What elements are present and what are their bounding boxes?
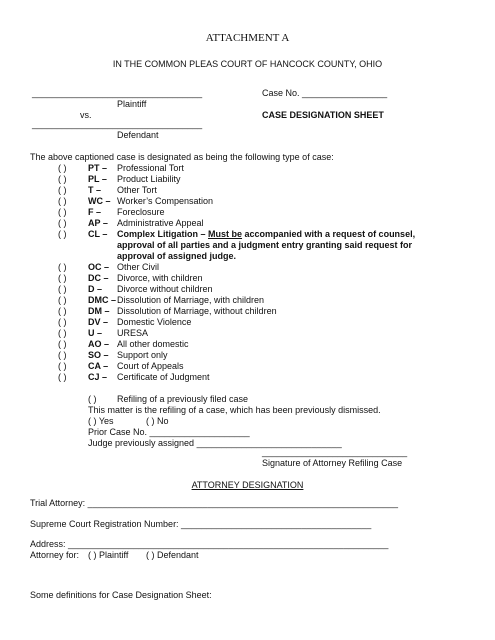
case-code: U – [88,328,103,338]
attorney-for-label: Attorney for: [30,550,80,560]
registration-number-field: Supreme Court Registration Number: ______________________________________ [30,519,372,529]
checkbox: ( ) [58,306,67,316]
case-desc: Domestic Violence [117,317,192,327]
case-desc: Support only [117,350,168,360]
case-desc: Court of Appeals [117,361,184,371]
signature-line: _____________________________ [262,447,408,457]
prior-case-field: Prior Case No. ____________________ [88,427,250,437]
checkbox: ( ) [58,174,67,184]
case-desc: Dissolution of Marriage, with children [117,295,265,305]
checkbox: ( ) [58,284,67,294]
refiling-no-option: ( ) No [146,416,169,426]
case-number-field: Case No. _________________ [262,88,388,98]
refiling-checkbox: ( ) [88,394,97,404]
refiling-yes-option: ( ) Yes [88,416,114,426]
checkbox: ( ) [58,350,67,360]
definitions-heading: Some definitions for Case Designation Sheet: [30,590,212,600]
case-code: PT – [88,163,108,173]
checkbox: ( ) [58,185,67,195]
case-code: T – [88,185,102,195]
case-desc: Other Tort [117,185,157,195]
case-code: F – [88,207,102,217]
case-code: AP – [88,218,108,228]
defendant-label: Defendant [117,130,159,140]
attorney-designation-title: ATTORNEY DESIGNATION [191,480,304,490]
checkbox: ( ) [58,372,67,382]
judge-field: Judge previously assigned _____________________________ [88,438,342,448]
attorney-for-defendant: ( ) Defendant [146,550,199,560]
case-desc: Certificate of Judgment [117,372,210,382]
complex-desc-line3: approval of assigned judge. [117,251,237,261]
case-code: CL – [88,229,108,239]
plaintiff-line: __________________________________ [32,88,203,98]
case-code: PL – [88,174,107,184]
checkbox: ( ) [58,207,67,217]
attachment-heading: ATTACHMENT A [205,32,290,44]
checkbox: ( ) [58,339,67,349]
checkbox: ( ) [58,328,67,338]
case-code: DMC – [88,295,117,305]
checkbox: ( ) [58,218,67,228]
case-code: DV – [88,317,109,327]
vs-label: vs. [80,110,92,120]
address-field: Address: ________________________________________________________________ [30,539,389,549]
case-code: DM – [88,306,110,316]
case-desc: Dissolution of Marriage, without children [117,306,277,316]
case-code: CJ – [88,372,108,382]
case-desc: Worker’s Compensation [117,196,214,206]
defendant-line: __________________________________ [32,119,203,129]
refiling-statement: This matter is the refiling of a case, which has been previously dismissed. [88,405,381,415]
case-code: AO – [88,339,110,349]
checkbox: ( ) [58,262,67,272]
complex-desc-line2: approval of all parties and a judgment entry granting said request for [117,240,413,250]
case-desc: Product Liability [117,174,181,184]
case-code: OC – [88,262,110,272]
sheet-title: CASE DESIGNATION SHEET [262,110,384,120]
case-code: SO – [88,350,109,360]
checkbox: ( ) [58,273,67,283]
checkbox: ( ) [58,163,67,173]
court-heading: IN THE COMMON PLEAS COURT OF HANCOCK COUNTY, OHIO [112,59,383,69]
case-desc: Complex Litigation – Must be accompanied with a request of counsel, [117,229,416,239]
case-desc: Other Civil [117,262,160,272]
case-desc: Administrative Appeal [117,218,204,228]
case-code: CA – [88,361,109,371]
checkbox: ( ) [58,317,67,327]
attorney-for-plaintiff: ( ) Plaintiff [88,550,129,560]
intro-text: The above captioned case is designated as being the following type of case: [30,152,334,162]
case-code: WC – [88,196,111,206]
plaintiff-label: Plaintiff [117,99,147,109]
case-desc: All other domestic [117,339,189,349]
case-desc: Professional Tort [117,163,184,173]
case-desc: URESA [117,328,149,338]
case-desc: Divorce without children [117,284,213,294]
checkbox: ( ) [58,196,67,206]
checkbox: ( ) [58,361,67,371]
case-desc: Foreclosure [117,207,165,217]
case-desc: Divorce, with children [117,273,203,283]
checkbox: ( ) [58,295,67,305]
checkbox: ( ) [58,229,67,239]
trial-attorney-field: Trial Attorney: ______________________________________________________________ [30,498,399,508]
signature-label: Signature of Attorney Refiling Case [262,458,403,468]
case-code: DC – [88,273,109,283]
case-code: D – [88,284,103,294]
refiling-label: Refiling of a previously filed case [117,394,249,404]
